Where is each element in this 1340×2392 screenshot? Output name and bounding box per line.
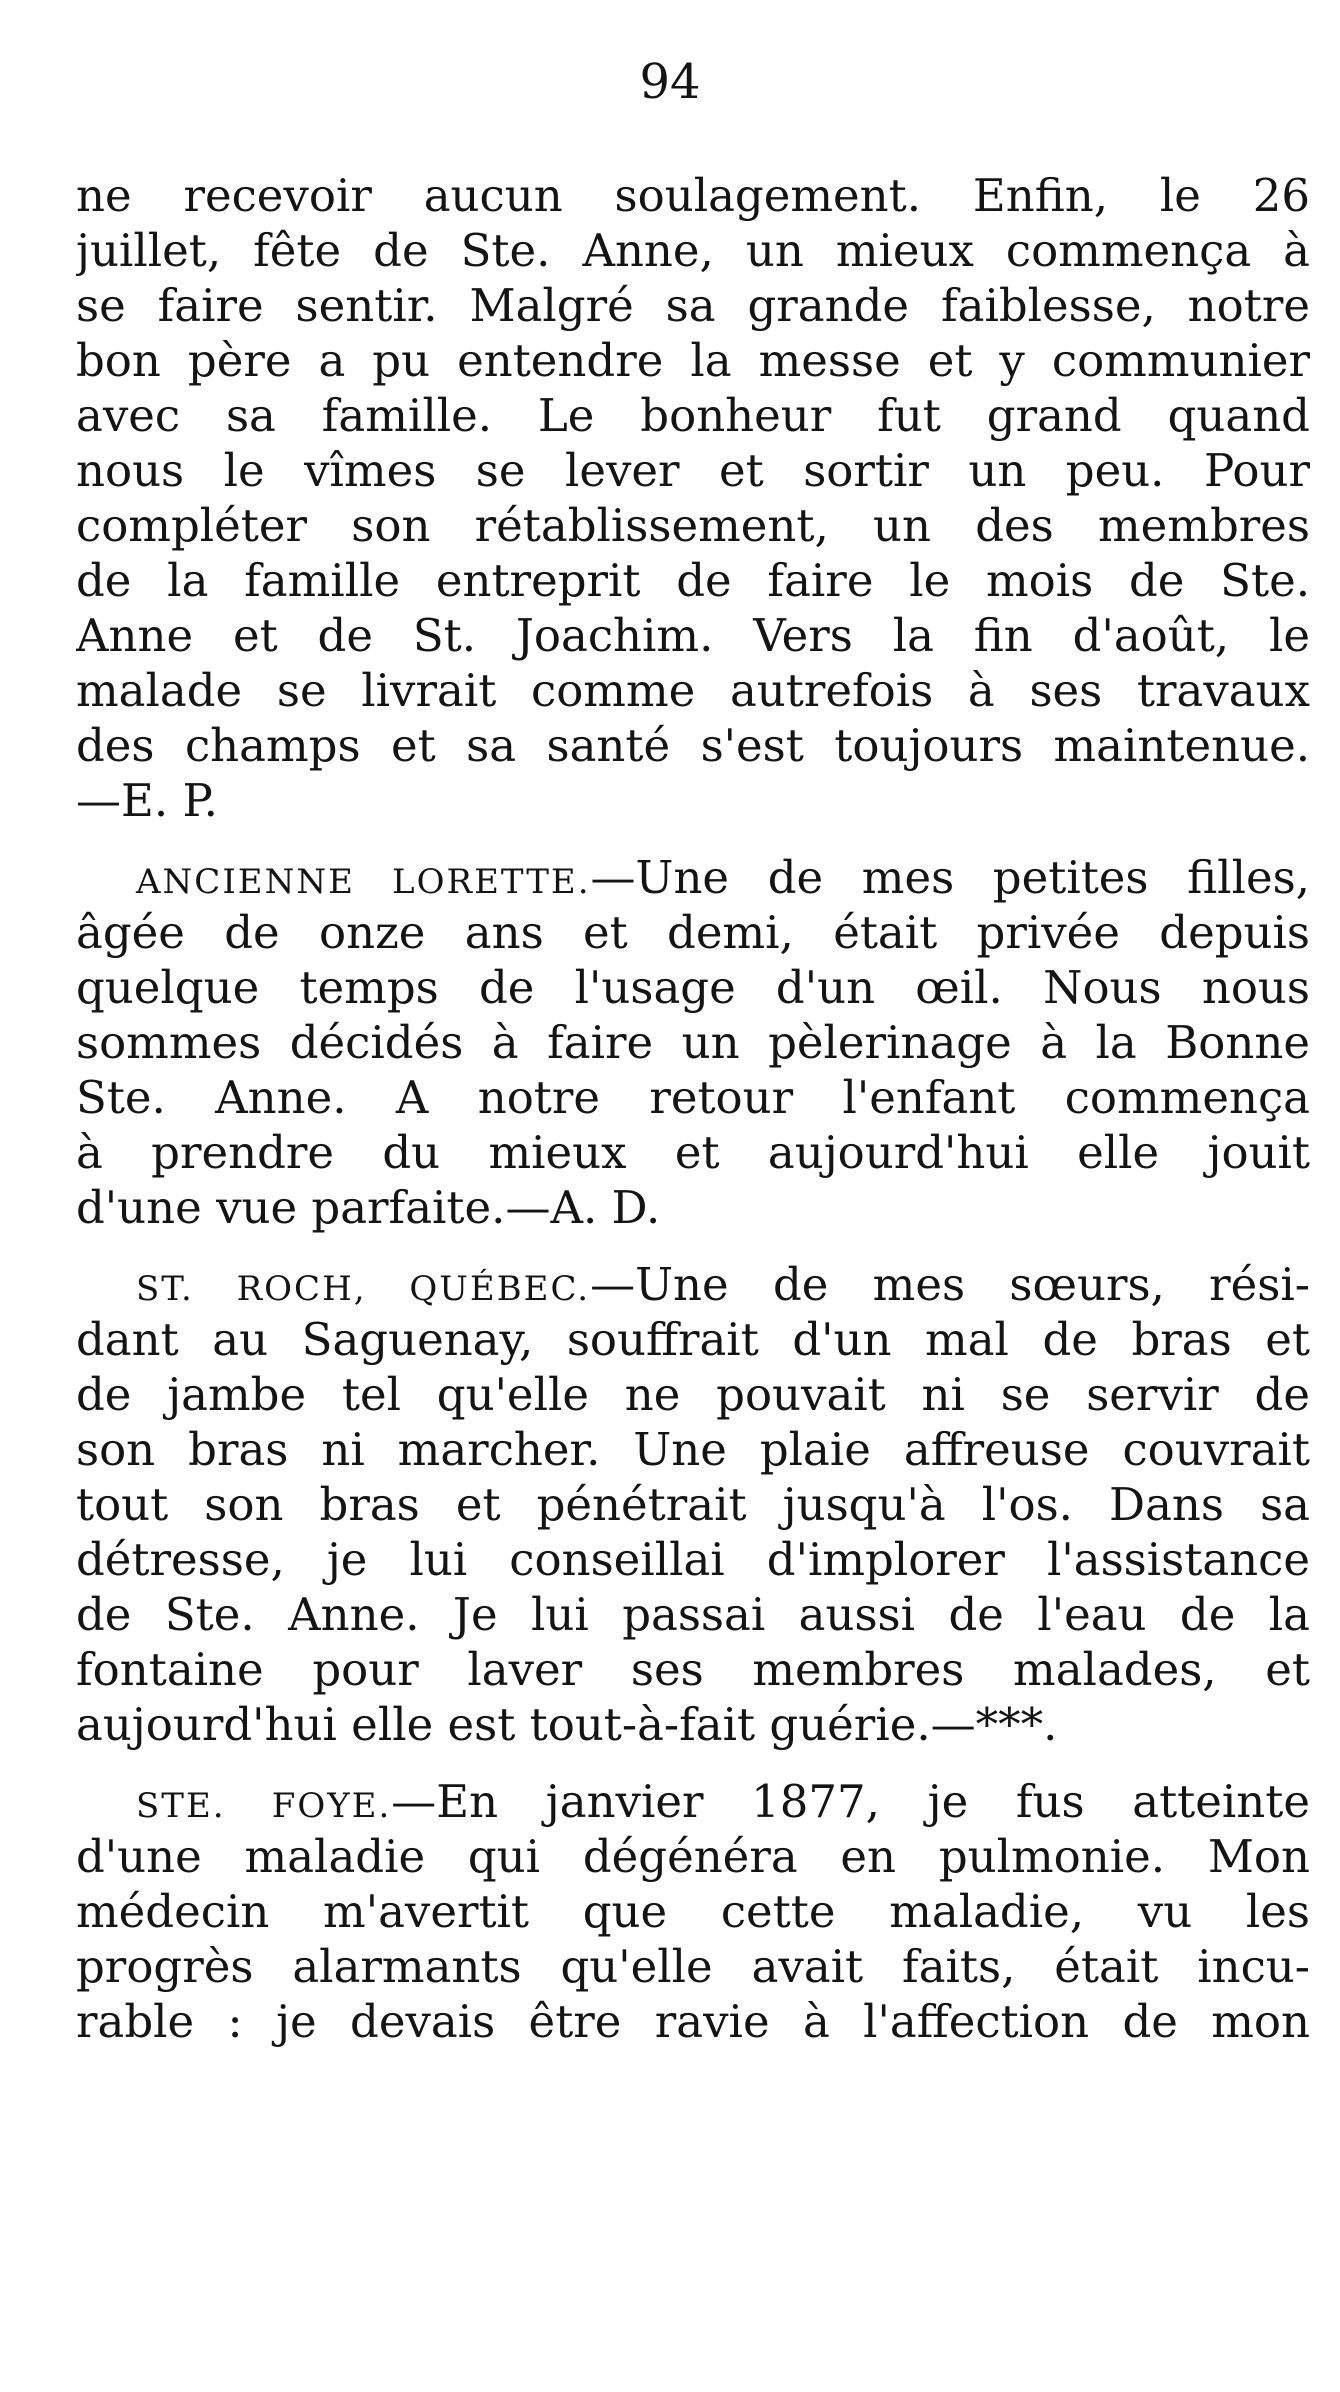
text-line: progrès alarmants qu'elle avait faits, était incu- bbox=[76, 1940, 1310, 1993]
signature-line: —E. P. bbox=[76, 774, 218, 827]
text-line-rest: —En janvier 1877, je fus atteinte bbox=[391, 1775, 1310, 1828]
text-line: Ste. Anne. A notre retour l'enfant commença bbox=[76, 1071, 1310, 1124]
text-line: nous le vîmes se lever et sortir un peu. Pour bbox=[76, 444, 1310, 497]
paragraph-ancienne-lorette bbox=[76, 850, 1310, 1235]
place-name: ST. ROCH, QUÉBEC. bbox=[136, 1269, 591, 1309]
place-name: ANCIENNE LORETTE. bbox=[136, 862, 591, 902]
text-line: à prendre du mieux et aujourd'hui elle jouit bbox=[76, 1126, 1310, 1179]
text-line: d'une maladie qui dégénéra en pulmonie. Mon bbox=[76, 1830, 1310, 1883]
text-line: quelque temps de l'usage d'un œil. Nous nous bbox=[76, 961, 1310, 1014]
text-line: Anne et de St. Joachim. Vers la fin d'août, le bbox=[76, 609, 1310, 662]
paragraph-ep bbox=[76, 168, 1310, 828]
text-line: médecin m'avertit que cette maladie, vu les bbox=[76, 1885, 1310, 1938]
text-line: avec sa famille. Le bonheur fut grand quand bbox=[76, 389, 1310, 442]
text-line: dant au Saguenay, souffrait d'un mal de bras et bbox=[76, 1313, 1310, 1366]
text-line: tout son bras et pénétrait jusqu'à l'os. Dans sa bbox=[76, 1478, 1310, 1531]
text-line: se faire sentir. Malgré sa grande faiblesse, notre bbox=[76, 279, 1310, 332]
text-line: malade se livrait comme autrefois à ses travaux bbox=[76, 664, 1310, 717]
text-line: bon père a pu entendre la messe et y communier bbox=[76, 334, 1310, 387]
text-line: fontaine pour laver ses membres malades, et bbox=[76, 1643, 1310, 1696]
text-line: de jambe tel qu'elle ne pouvait ni se servir de bbox=[76, 1368, 1310, 1421]
text-line: son bras ni marcher. Une plaie affreuse couvrait bbox=[76, 1423, 1310, 1476]
place-name: STE. FOYE. bbox=[136, 1786, 392, 1826]
text-line-first bbox=[76, 850, 1310, 905]
text-line-rest: —Une de mes petites filles, bbox=[590, 851, 1310, 904]
text-line: des champs et sa santé s'est toujours maintenue. bbox=[76, 719, 1310, 772]
text-line: aujourd'hui elle est tout-à-fait guérie.—***. bbox=[76, 1698, 1058, 1751]
text-line-first bbox=[76, 1257, 1310, 1312]
text-line: rable : je devais être ravie à l'affection de mon bbox=[76, 1995, 1310, 2048]
text-line: de la famille entreprit de faire le mois de Ste. bbox=[76, 554, 1310, 607]
page-number: 94 bbox=[639, 54, 701, 110]
text-line: détresse, je lui conseillai d'implorer l'assistance bbox=[76, 1533, 1310, 1586]
text-line-rest: —Une de mes sœurs, rési- bbox=[590, 1258, 1310, 1311]
text-line: compléter son rétablissement, un des membres bbox=[76, 499, 1310, 552]
paragraph-st-roch bbox=[76, 1257, 1310, 1752]
text-line: juillet, fête de Ste. Anne, un mieux commença à bbox=[76, 224, 1310, 277]
text-line: ne recevoir aucun soulagement. Enfin, le 26 bbox=[76, 169, 1310, 222]
text-line-first bbox=[76, 1774, 1310, 1829]
text-line: sommes décidés à faire un pèlerinage à la Bonne bbox=[76, 1016, 1310, 1069]
text-line: d'une vue parfaite.—A. D. bbox=[76, 1181, 661, 1234]
text-line: de Ste. Anne. Je lui passai aussi de l'eau de la bbox=[76, 1588, 1310, 1641]
body-text bbox=[76, 168, 1310, 2071]
text-line: âgée de onze ans et demi, était privée depuis bbox=[76, 906, 1310, 959]
paragraph-ste-foye bbox=[76, 1774, 1310, 2049]
